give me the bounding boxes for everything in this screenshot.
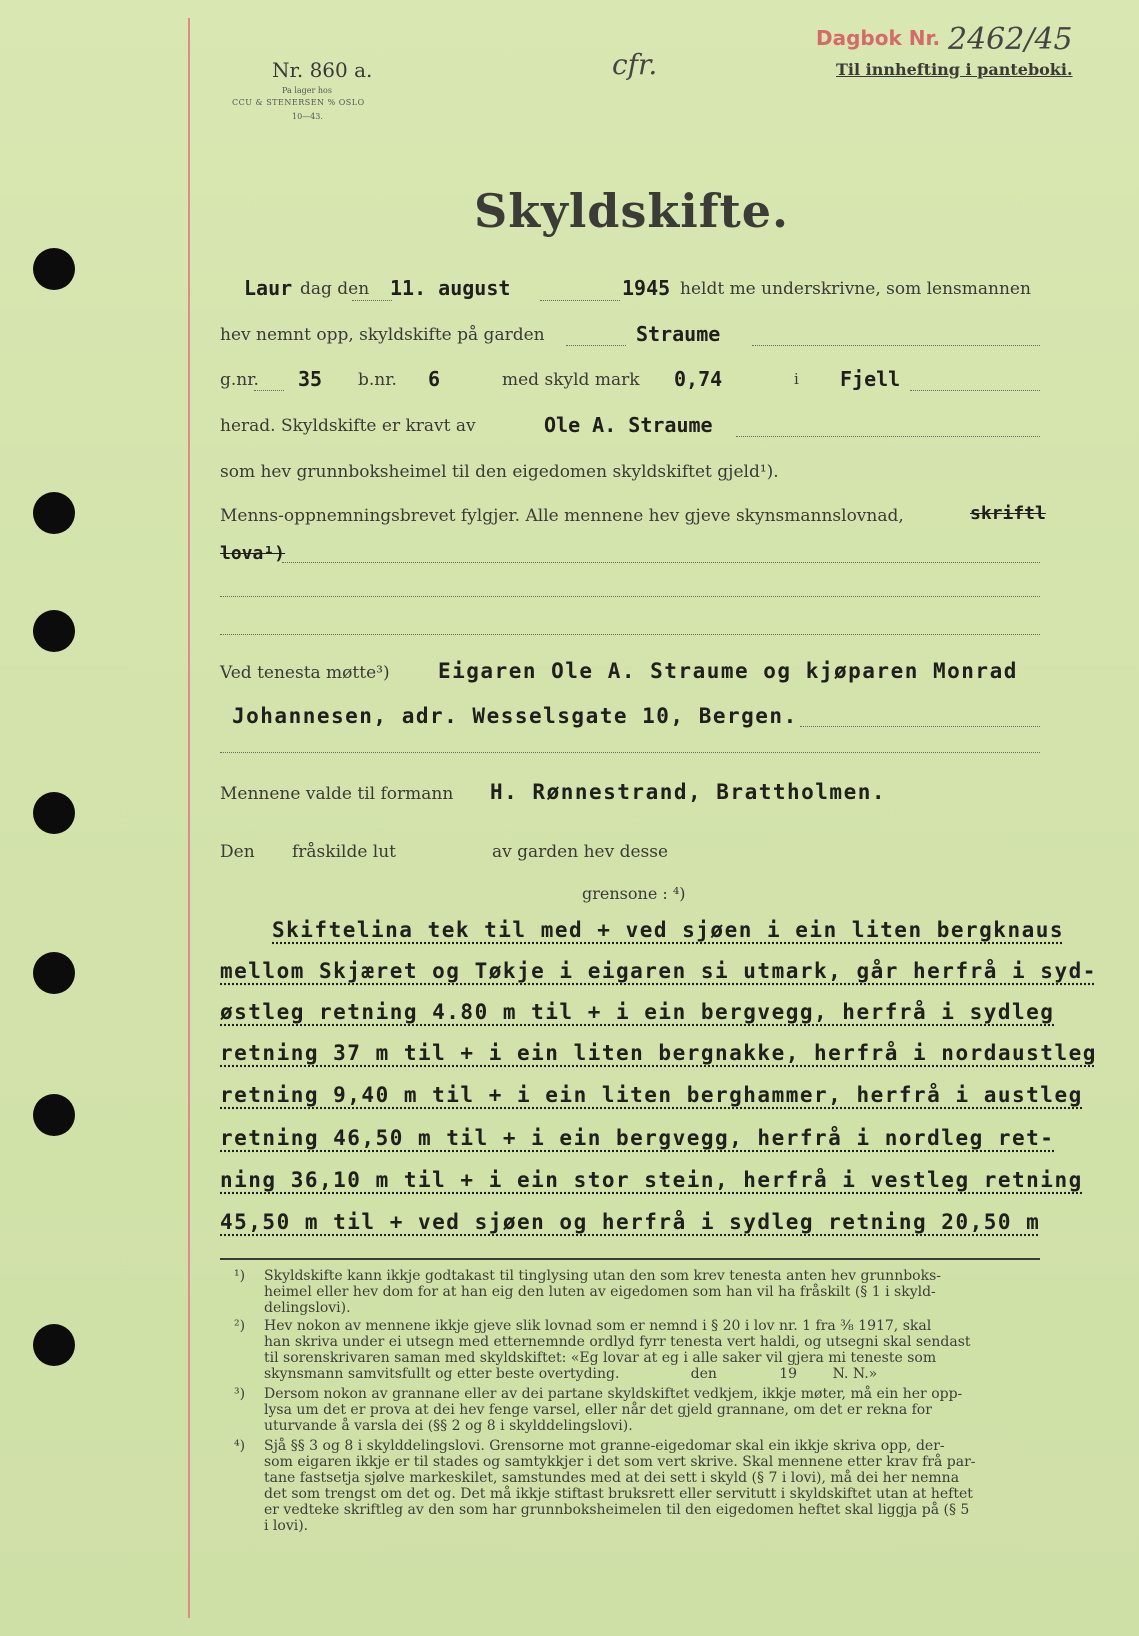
footnote-text: til sorenskrivaren saman med skyldskiftet: «Eg lovar at eg i alle saker vil gjera mi teneste som (264, 1350, 937, 1366)
footnote-text: skynsmann samvitsfullt og etter beste overtyding. den 19 N. N.» (264, 1366, 878, 1382)
binding-hole (33, 1324, 75, 1366)
binding-hole (33, 792, 75, 834)
attach-note: Til innhefting i panteboki. (836, 60, 1073, 79)
struck-text-1: skriftl (970, 503, 1046, 524)
binding-hole (33, 1094, 75, 1136)
entry-number: 2462/45 (948, 22, 1073, 57)
dotted-leader (752, 345, 1040, 346)
footnote-text: Sjå §§ 3 og 8 i skylddelingslovi. Grensorne mot granne-eigedomar skal ein ikkje skriva opp, der- (264, 1438, 945, 1454)
footnote-number: ²) (234, 1318, 246, 1334)
attendance-line-1: Eigaren Ole A. Straume og kjøparen Monrad (438, 659, 1018, 683)
year-value: 1945 (622, 276, 671, 300)
bnr-value: 6 (428, 367, 441, 391)
chair-name: H. Rønnestrand, Brattholmen. (490, 780, 887, 804)
footnote-3 (234, 1386, 962, 1434)
footnote-number: ⁴) (234, 1438, 246, 1454)
footnote-text: han skriva under ei utsegn med etternemnde ordlyd fyrr tenesta vert haldi, og utsegni skal sendast (264, 1334, 971, 1350)
journal-stamp: Dagbok Nr. (816, 26, 941, 50)
footnote-number: ¹) (234, 1268, 246, 1284)
binding-hole (33, 248, 75, 290)
dotted-leader (540, 300, 620, 301)
footnote-4 (234, 1438, 976, 1534)
footnote-1 (234, 1268, 941, 1316)
footnote-text: i lovi). (264, 1518, 309, 1534)
binding-hole (33, 610, 75, 652)
label-menns: Menns-oppnemningsbrevet fylgjer. Alle mennene hev gjeve skynsmannslovnad, (220, 506, 904, 526)
dotted-leader (736, 436, 1040, 437)
label-chair: Mennene valde til formann (220, 784, 454, 804)
label-garden: av garden hev desse (492, 842, 669, 862)
label-lut: fråskilde lut (292, 842, 397, 862)
printer-line-3: 10—43. (292, 112, 323, 121)
footnote-text: er vedteke skriftleg av den som har grunnboksheimelen til den eigedomen heftet skal liggja på (§ 5 (264, 1502, 970, 1518)
label-heimel: som hev grunnboksheimel til den eigedomen skyldskiftet gjeld¹). (220, 462, 779, 482)
dotted-leader (220, 634, 1040, 635)
label-skyld: med skyld mark (502, 370, 640, 390)
requested-by: Ole A. Straume (544, 413, 713, 437)
dotted-leader (220, 752, 1040, 753)
dotted-leader (566, 345, 626, 346)
label-heldt: heldt me underskrivne, som lensmannen (680, 279, 1031, 299)
boundary-line: 45,50 m til + ved sjøen og herfrå i sydleg retning 20,50 m (220, 1210, 1041, 1234)
boundary-line: retning 46,50 m til + i ein bergvegg, herfrå i nordleg ret- (220, 1126, 1055, 1150)
footnote-2 (234, 1318, 971, 1382)
dotted-leader (800, 726, 1040, 727)
footnote-text: som eigaren ikkje er til stades og samtykkjer i det som vert skrive. Skal mennene etter krav frå par- (264, 1454, 976, 1470)
boundary-line: ning 36,10 m til + i ein stor stein, herfrå i vestleg retning (220, 1168, 1083, 1192)
footnote-text: det som trengst om det og. Det må ikkje stiftast bruksrett eller servitutt i skyldskiftet utan at heftet (264, 1486, 973, 1502)
farm-name: Straume (636, 322, 721, 346)
skyld-value: 0,74 (674, 367, 723, 391)
printer-line-1: Pa lager hos (282, 86, 332, 95)
boundary-line: Skiftelina tek til med + ved sjøen i ein liten bergknaus (272, 918, 1065, 942)
struck-text-2: lova¹) (220, 543, 286, 564)
boundary-line: østleg retning 4.80 m til + i ein bergvegg, herfrå i sydleg (220, 1000, 1055, 1024)
footnote-rule (220, 1258, 1040, 1260)
weekday: Laur (244, 276, 293, 300)
label-gnr: g.nr. (220, 370, 259, 390)
footnote-text: lysa um det er prova at dei hev fenge varsel, eller når det gjeld grannane, om det er rekna for (264, 1402, 932, 1418)
footnote-text: delingslovi). (264, 1300, 351, 1316)
dotted-leader (910, 390, 1040, 391)
dotted-leader (254, 390, 284, 391)
printer-line-2: CCU & STENERSEN % OSLO (232, 98, 365, 107)
footnote-text: uturvande å varsla dei (§§ 2 og 8 i skylddelingslovi). (264, 1418, 633, 1434)
footnote-text: Hev nokon av mennene ikkje gjeve slik lovnad som er nemnd i § 20 i lov nr. 1 fra ⅜ 1917, skal (264, 1318, 932, 1334)
boundary-line: retning 9,40 m til + i ein liten berghammer, herfrå i austleg (220, 1083, 1083, 1107)
date-value: 11. august (390, 276, 511, 300)
form-number: Nr. 860 a. (272, 58, 373, 82)
margin-rule (188, 18, 190, 1618)
handwritten-mark: cfr. (612, 48, 658, 81)
label-attendance: Ved tenesta møtte³) (220, 663, 390, 683)
footnote-text: Skyldskifte kann ikkje godtakast til tinglysing utan den som krev tenesta anten hev grunnboks- (264, 1268, 941, 1284)
page-title: Skyldskifte. (474, 184, 790, 238)
attendance-line-2: Johannesen, adr. Wesselsgate 10, Bergen. (232, 704, 798, 728)
binding-hole (33, 492, 75, 534)
dotted-leader (352, 300, 392, 301)
label-bnr: b.nr. (358, 370, 397, 390)
label-nemnt: hev nemnt opp, skyldskifte på garden (220, 325, 545, 345)
footnote-text: Dersom nokon av grannane eller av dei partane skyldskiftet vedkjem, ikkje møter, må ein her opp- (264, 1386, 963, 1402)
label-herad: herad. Skyldskifte er kravt av (220, 416, 476, 436)
gnr-value: 35 (298, 367, 323, 391)
label-grensone: grensone : ⁴) (582, 884, 686, 903)
dotted-leader (220, 596, 1040, 597)
boundary-line: retning 37 m til + i ein liten bergnakke, herfrå i nordaustleg (220, 1041, 1097, 1065)
footnote-text: tane fastsetja sjølve markeskilet, samstundes med at dei sett i skyld (§ 7 i lovi), må dei her nemna (264, 1470, 960, 1486)
binding-hole (33, 952, 75, 994)
label-dag-den: dag den (300, 279, 370, 299)
label-i: i (794, 370, 799, 388)
footnote-number: ³) (234, 1386, 246, 1402)
footnote-text: heimel eller hev dom for at han eig den luten av eigedomen som han vil ha fråskilt (§ 1 i skyld- (264, 1284, 936, 1300)
label-den: Den (220, 842, 255, 862)
municipality-value: Fjell (840, 367, 901, 391)
dotted-leader (282, 562, 1040, 563)
boundary-line: mellom Skjæret og Tøkje i eigaren si utmark, går herfrå i syd- (220, 959, 1097, 983)
